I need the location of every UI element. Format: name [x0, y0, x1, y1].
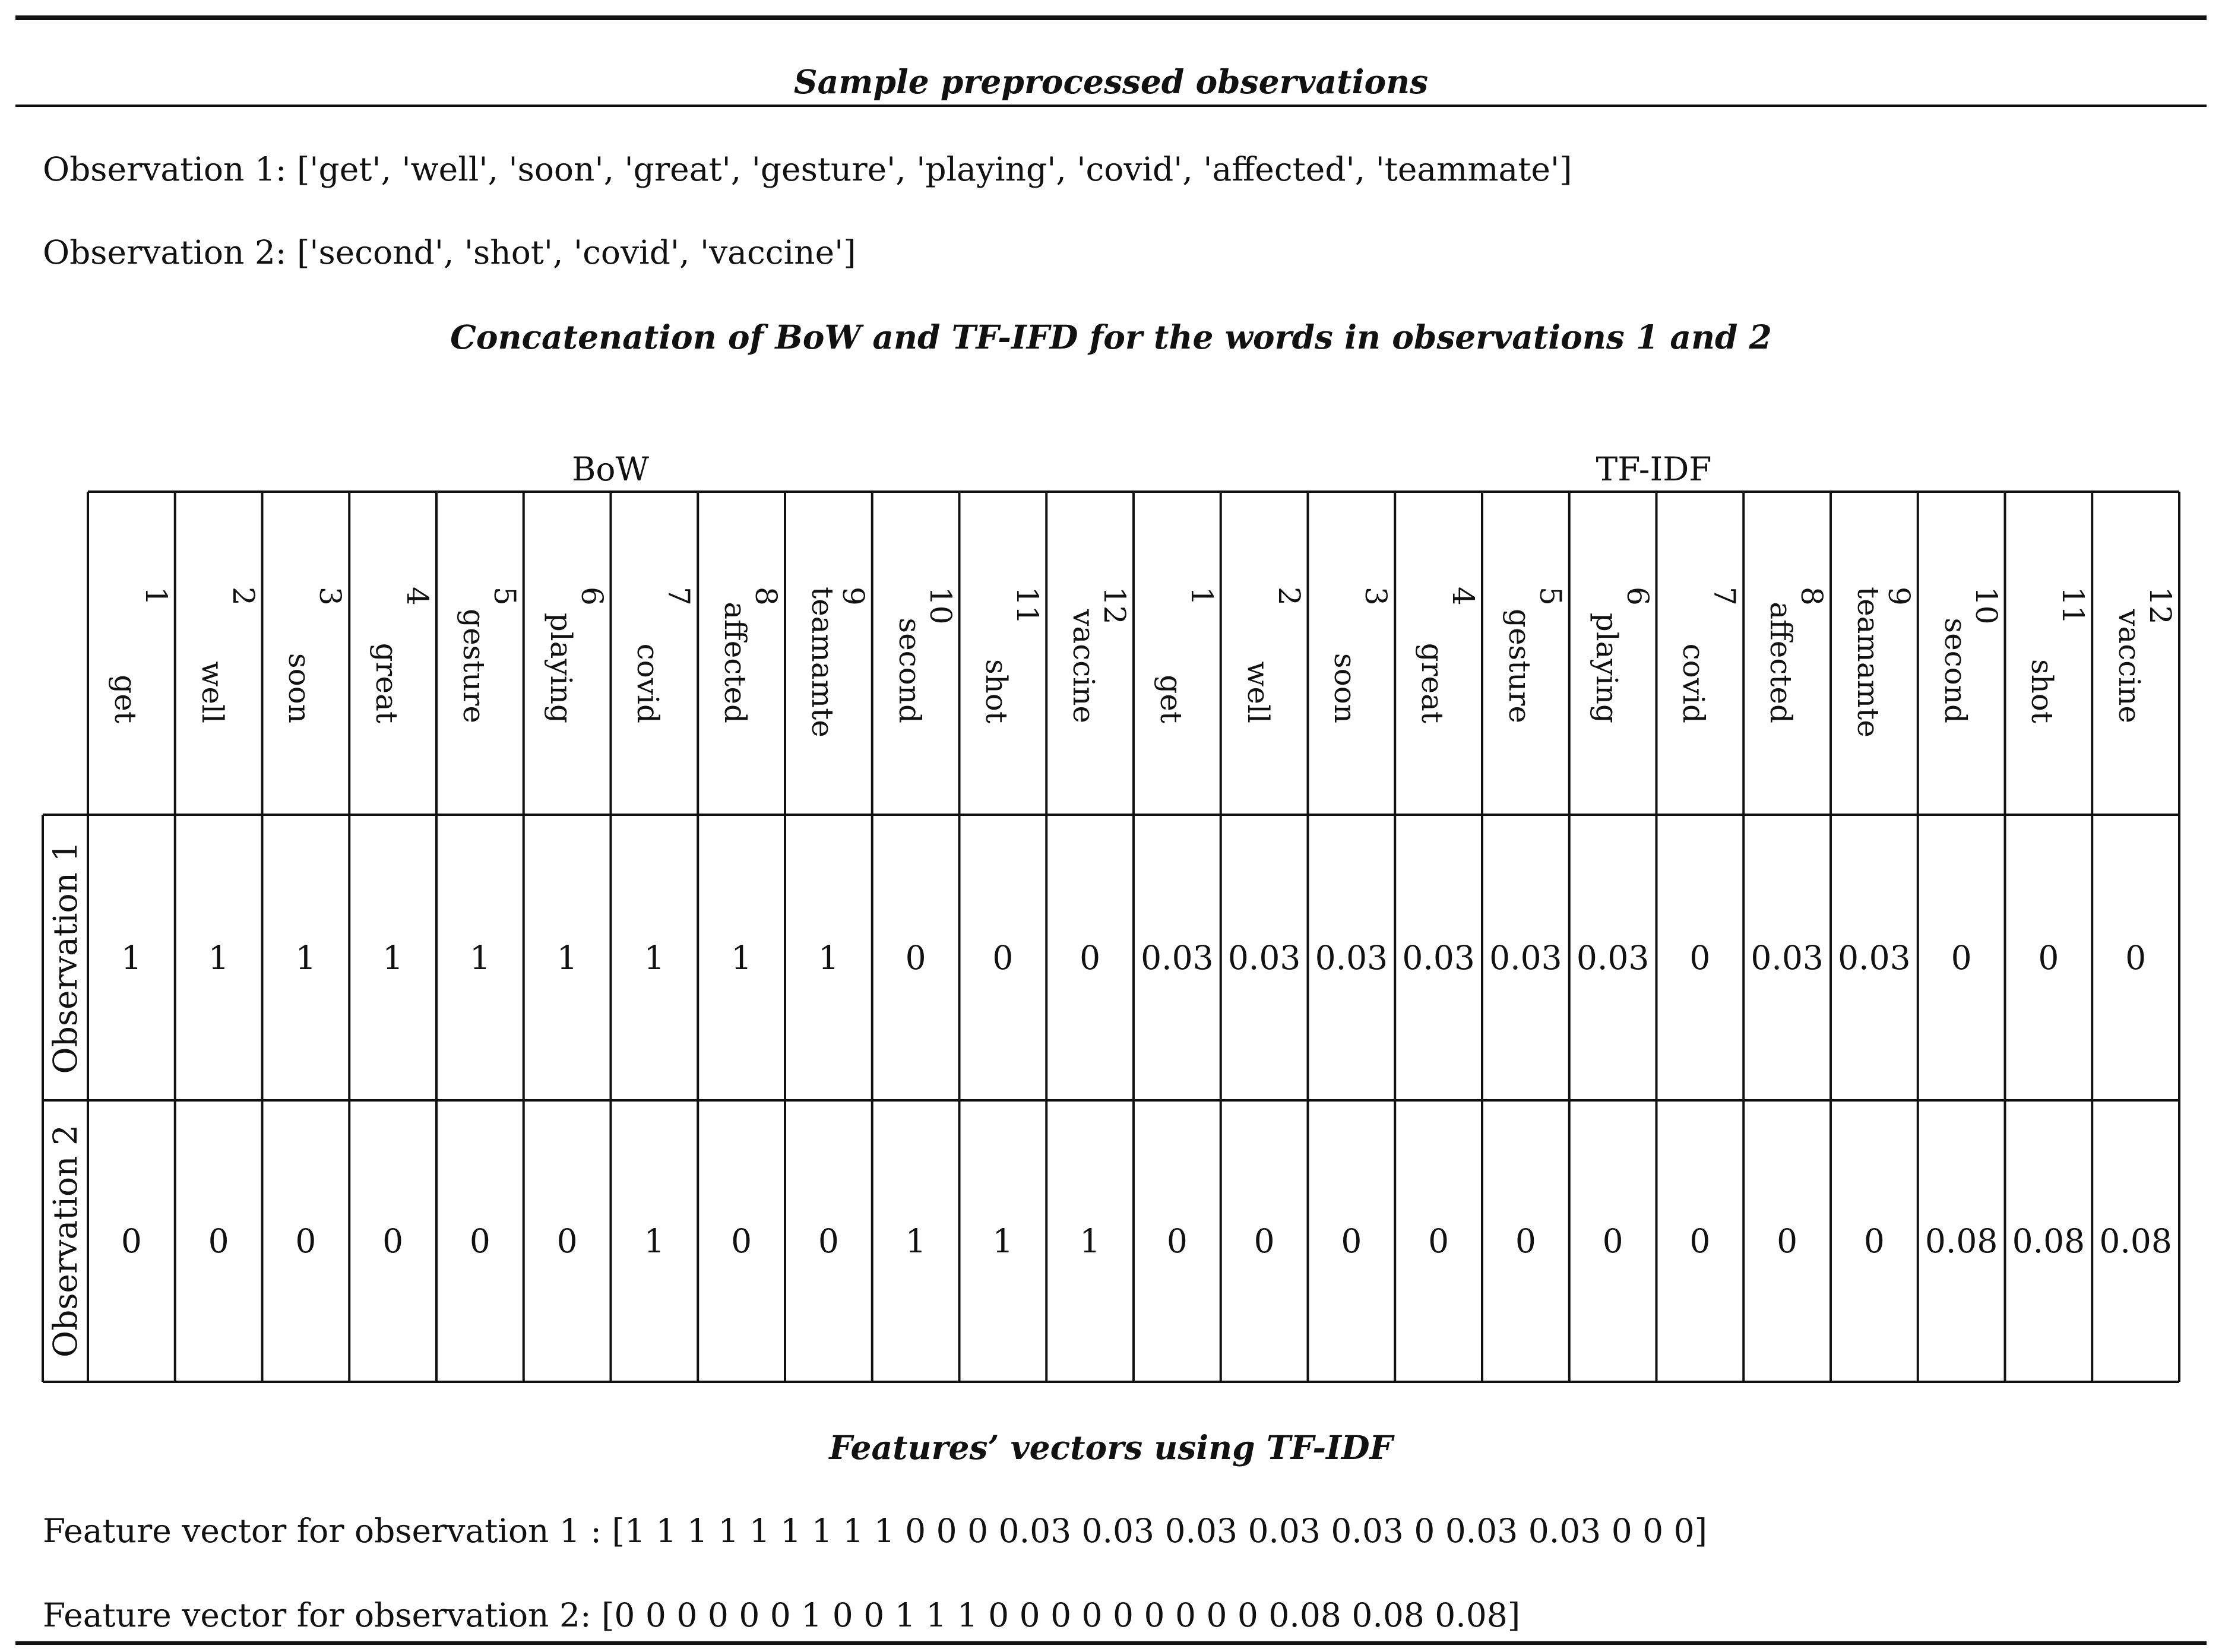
- column-number: 6: [574, 587, 609, 606]
- column-number: 5: [487, 587, 522, 606]
- column-header: [197, 587, 259, 723]
- column-header: [1591, 587, 1653, 723]
- column-word: shot: [2025, 659, 2060, 723]
- table-cell: 0: [731, 1222, 752, 1260]
- table-cell: 0: [469, 1222, 490, 1260]
- column-word: soon: [282, 653, 317, 723]
- table-cell: 1: [992, 1222, 1014, 1260]
- column-number: 12: [2143, 587, 2177, 625]
- column-number: 8: [749, 587, 783, 606]
- table-cell: 0: [1602, 1222, 1623, 1260]
- column-number: 2: [226, 587, 261, 606]
- column-header: [543, 587, 609, 723]
- column-word: vaccine: [2112, 609, 2147, 723]
- table-cell: 0: [2125, 938, 2147, 977]
- column-header: [1417, 587, 1479, 723]
- table-cell: 0: [1166, 1222, 1188, 1260]
- table-cell: 0: [295, 1222, 316, 1260]
- column-header: [1068, 587, 1130, 723]
- column-header: [894, 587, 956, 723]
- column-number: 2: [1271, 587, 1306, 606]
- column-header: [2025, 587, 2091, 723]
- table-cell: 0.03: [1751, 938, 1824, 977]
- column-number: 4: [1446, 587, 1480, 606]
- column-word: covid: [631, 643, 666, 723]
- table-cell: 0: [2038, 938, 2059, 977]
- table-cell: 0: [1428, 1222, 1449, 1260]
- column-header: [284, 587, 346, 723]
- table-cell: 0: [1863, 1222, 1885, 1260]
- column-number: 5: [1533, 587, 1568, 606]
- table-cell: 0.08: [1925, 1222, 1998, 1260]
- column-word: soon: [1328, 653, 1363, 723]
- table-cell: 1: [905, 1222, 926, 1260]
- table-cell: 1: [208, 938, 229, 977]
- table-cell: 0: [382, 1222, 404, 1260]
- column-number: 9: [1881, 587, 1916, 606]
- table-cell: 0: [818, 1222, 839, 1260]
- column-number: 11: [2056, 587, 2091, 625]
- column-header: [981, 587, 1043, 723]
- table-cell: 0.03: [1489, 938, 1562, 977]
- table-cell: 1: [121, 938, 142, 977]
- column-header: [1153, 587, 1219, 723]
- column-word: great: [1415, 643, 1449, 723]
- column-number: 6: [1620, 587, 1655, 606]
- table-cell: 1: [295, 938, 316, 977]
- table-cell: 0: [905, 938, 926, 977]
- bow-group-label: BoW: [571, 450, 650, 488]
- column-header: [458, 587, 520, 723]
- column-word: covid: [1676, 643, 1711, 723]
- column-word: affected: [1764, 602, 1798, 723]
- column-word: second: [892, 618, 927, 723]
- table-cell: 0.03: [1315, 938, 1388, 977]
- column-header: [1328, 587, 1394, 723]
- column-word: well: [195, 661, 230, 723]
- table-cell: 0: [208, 1222, 229, 1260]
- column-number: 4: [400, 587, 435, 606]
- column-number: 3: [1359, 587, 1394, 606]
- table-cell: 0: [1777, 1222, 1798, 1260]
- column-header: [107, 587, 173, 723]
- concat-heading: Concatenation of BoW and TF-IFD for the words in observations 1 and 2: [450, 318, 1772, 356]
- table-cell: 1: [1080, 1222, 1101, 1260]
- column-number: 12: [1097, 587, 1132, 625]
- row-label: Observation 1: [46, 841, 84, 1074]
- table-cell: 0.03: [1402, 938, 1475, 977]
- column-header: [2114, 587, 2176, 723]
- column-word: teamamte: [1850, 587, 1885, 738]
- column-number: 7: [661, 587, 697, 606]
- column-header: [1504, 587, 1566, 723]
- column-number: 3: [313, 587, 348, 606]
- column-number: 10: [1968, 587, 2003, 625]
- features-heading: Features’ vectors using TF-IDF: [829, 1428, 1393, 1467]
- table-cell: 1: [644, 1222, 665, 1260]
- table-cell: 0.03: [1838, 938, 1911, 977]
- column-word: shot: [979, 659, 1014, 723]
- table-cell: 1: [382, 938, 404, 977]
- sample-heading: Sample preprocessed observations: [793, 62, 1429, 101]
- column-header: [805, 587, 871, 738]
- column-number: 10: [923, 587, 958, 625]
- table-cell: 1: [644, 938, 665, 977]
- column-number: 7: [1707, 587, 1742, 606]
- feature-vector-1: Feature vector for observation 1 : [1 1 1 1 1 1 1 1 1 0 0 0 0.03 0.03 0.03 0.03 0.03 0 0.03 0.03 0 0 0]: [43, 1512, 1708, 1550]
- column-number: 1: [1184, 587, 1219, 606]
- table-cell: 1: [469, 938, 490, 977]
- table-cell: 0: [1951, 938, 1972, 977]
- column-number: 8: [1794, 587, 1829, 606]
- column-header: [1240, 587, 1306, 723]
- row-label: Observation 2: [46, 1125, 84, 1357]
- column-word: playing: [543, 612, 578, 723]
- column-word: great: [369, 643, 404, 723]
- table-cell: 0: [992, 938, 1014, 977]
- column-header: [1940, 587, 2002, 723]
- table-cell: 0: [1254, 1222, 1275, 1260]
- tfidf-group-label: TF-IDF: [1596, 450, 1712, 488]
- column-word: gesture: [1502, 608, 1537, 723]
- table-cell: 0.08: [2012, 1222, 2085, 1260]
- column-word: gesture: [456, 608, 491, 723]
- column-word: vaccine: [1066, 609, 1101, 723]
- table-cell: 1: [818, 938, 839, 977]
- column-word: get: [1153, 675, 1188, 723]
- column-number: 9: [835, 587, 871, 606]
- column-word: second: [1938, 618, 1973, 723]
- column-header: [1678, 587, 1740, 723]
- column-header: [371, 587, 433, 723]
- column-header: [1850, 587, 1916, 738]
- observation-2-line: Observation 2: ['second', 'shot', 'covid', 'vaccine']: [43, 233, 856, 271]
- column-word: playing: [1589, 612, 1624, 723]
- column-header: [631, 587, 697, 723]
- table-cell: 0.03: [1227, 938, 1301, 977]
- table-cell: 0.03: [1141, 938, 1214, 977]
- table-cell: 0: [1689, 938, 1711, 977]
- column-header: [720, 587, 781, 723]
- table-cell: 1: [731, 938, 752, 977]
- table-cell: 0: [556, 1222, 578, 1260]
- column-word: teamamte: [805, 587, 840, 738]
- column-word: affected: [718, 602, 752, 723]
- column-number: 11: [1010, 587, 1045, 625]
- table-cell: 0.08: [2099, 1222, 2172, 1260]
- table-cell: 1: [556, 938, 578, 977]
- table-cell: 0: [1341, 1222, 1362, 1260]
- column-word: get: [107, 675, 143, 723]
- observation-1-line: Observation 1: ['get', 'well', 'soon', 'great', 'gesture', 'playing', 'covid', 'affected', 'teammate']: [43, 150, 1572, 188]
- table-cell: 0.03: [1576, 938, 1650, 977]
- table-cell: 0: [1689, 1222, 1711, 1260]
- column-word: well: [1240, 661, 1275, 723]
- table-cell: 0: [1080, 938, 1101, 977]
- column-number: 1: [138, 587, 173, 606]
- table-cell: 0: [121, 1222, 142, 1260]
- column-header: [1765, 587, 1827, 723]
- feature-vector-2: Feature vector for observation 2: [0 0 0 0 0 0 1 0 0 1 1 1 0 0 0 0 0 0 0 0 0 0.08 0.08 0.08]: [43, 1596, 1521, 1634]
- table-cell: 0: [1515, 1222, 1536, 1260]
